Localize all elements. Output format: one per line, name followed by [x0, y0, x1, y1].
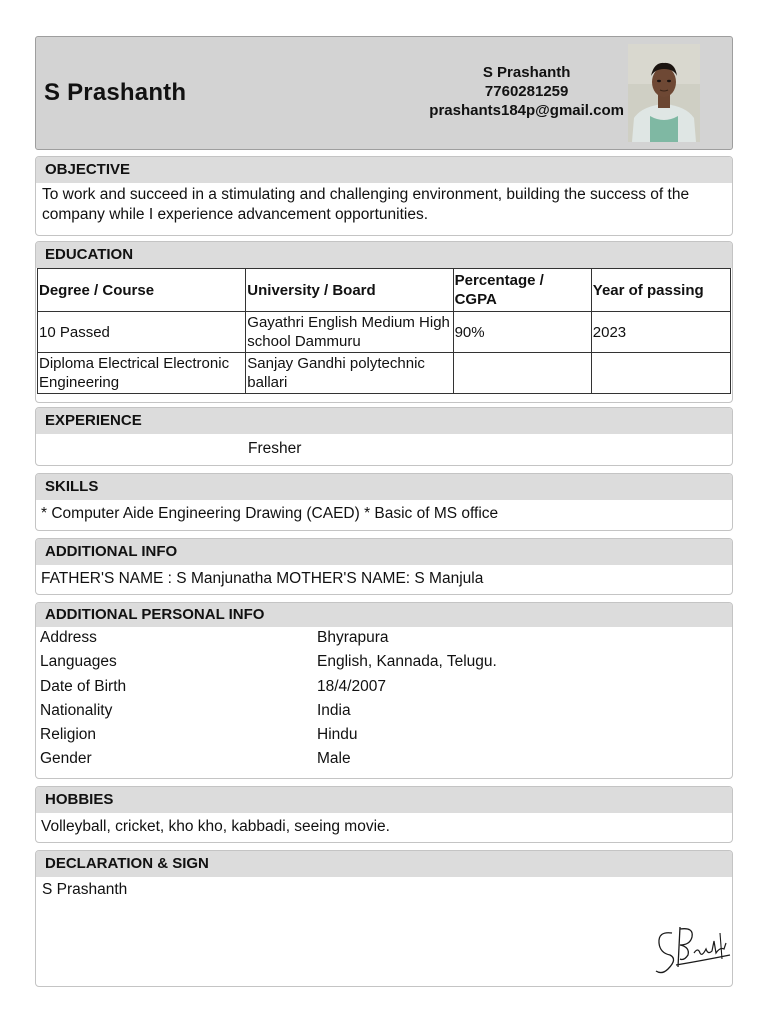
section-title: EXPERIENCE [36, 408, 732, 434]
info-value: Male [317, 750, 351, 768]
skills-section [35, 473, 733, 531]
table-cell: Gayathri English Medium High school Dammuru [246, 312, 453, 353]
info-label: Religion [40, 726, 97, 744]
contact-name: S Prashanth [482, 64, 571, 81]
table-cell [453, 353, 591, 394]
additional-info-section [35, 538, 733, 595]
section-title: SKILLS [36, 474, 732, 500]
column-header: Year of passing [591, 269, 730, 312]
objective-text: To work and succeed in a stimulating and challenging environment, building the success of the company while I experience advancement opportunities. [42, 186, 690, 223]
list-item [36, 678, 732, 702]
skills-text: * Computer Aide Engineering Drawing (CAED) * Basic of MS office [41, 505, 499, 522]
hobbies-section [35, 786, 733, 843]
personal-info-list [36, 627, 732, 775]
declaration-name: S Prashanth [42, 881, 128, 898]
section-title: ADDITIONAL INFO [36, 539, 732, 565]
declaration-section [35, 850, 733, 987]
info-label: Date of Birth [40, 677, 127, 695]
section-title: OBJECTIVE [36, 157, 732, 183]
contact-phone: 7760281259 [484, 83, 569, 100]
objective-section [35, 156, 733, 236]
contact-block [429, 63, 624, 120]
info-value: Hindu [317, 726, 358, 744]
section-title: DECLARATION & SIGN [36, 851, 732, 877]
section-title: HOBBIES [36, 787, 732, 813]
info-value: English, Kannada, Telugu. [317, 653, 497, 671]
candidate-name: S Prashanth [44, 79, 187, 106]
table-row [38, 353, 731, 394]
info-label: Address [40, 629, 97, 646]
list-item [36, 726, 732, 750]
table-cell: Sanjay Gandhi polytechnic ballari [246, 353, 453, 394]
info-label: Nationality [40, 701, 113, 719]
table-cell: 10 Passed [38, 312, 246, 353]
info-value: 18/4/2007 [317, 677, 386, 695]
info-value: India [317, 701, 351, 719]
info-value: Bhyrapura [317, 629, 389, 646]
list-item [36, 653, 732, 677]
table-header-row [38, 269, 731, 312]
info-label: Languages [40, 653, 117, 671]
profile-photo [628, 44, 700, 142]
list-item [36, 702, 732, 726]
table-cell: 90% [453, 312, 591, 353]
table-row [38, 312, 731, 353]
experience-text: Fresher [248, 440, 302, 457]
hobbies-text: Volleyball, cricket, kho kho, kabbadi, seeing movie. [41, 818, 390, 835]
education-table [37, 268, 731, 394]
resume-header [35, 36, 733, 150]
section-title: EDUCATION [36, 242, 732, 268]
person-photo-icon [628, 44, 700, 142]
column-header: Percentage / CGPA [453, 269, 591, 312]
education-section [35, 241, 733, 403]
experience-section [35, 407, 733, 466]
signature-icon [650, 919, 733, 981]
column-header: University / Board [246, 269, 453, 312]
column-header: Degree / Course [38, 269, 246, 312]
section-title: ADDITIONAL PERSONAL INFO [36, 603, 732, 627]
table-cell: Diploma Electrical Electronic Engineering [38, 353, 246, 394]
table-cell [591, 353, 730, 394]
list-item [36, 629, 732, 653]
contact-email: prashants184p@gmail.com [429, 102, 624, 119]
table-cell: 2023 [591, 312, 730, 353]
info-label: Gender [40, 750, 92, 768]
additional-info-text: FATHER'S NAME : S Manjunatha MOTHER'S NAME: S Manjula [41, 570, 484, 587]
list-item [36, 750, 732, 774]
personal-info-section [35, 602, 733, 779]
